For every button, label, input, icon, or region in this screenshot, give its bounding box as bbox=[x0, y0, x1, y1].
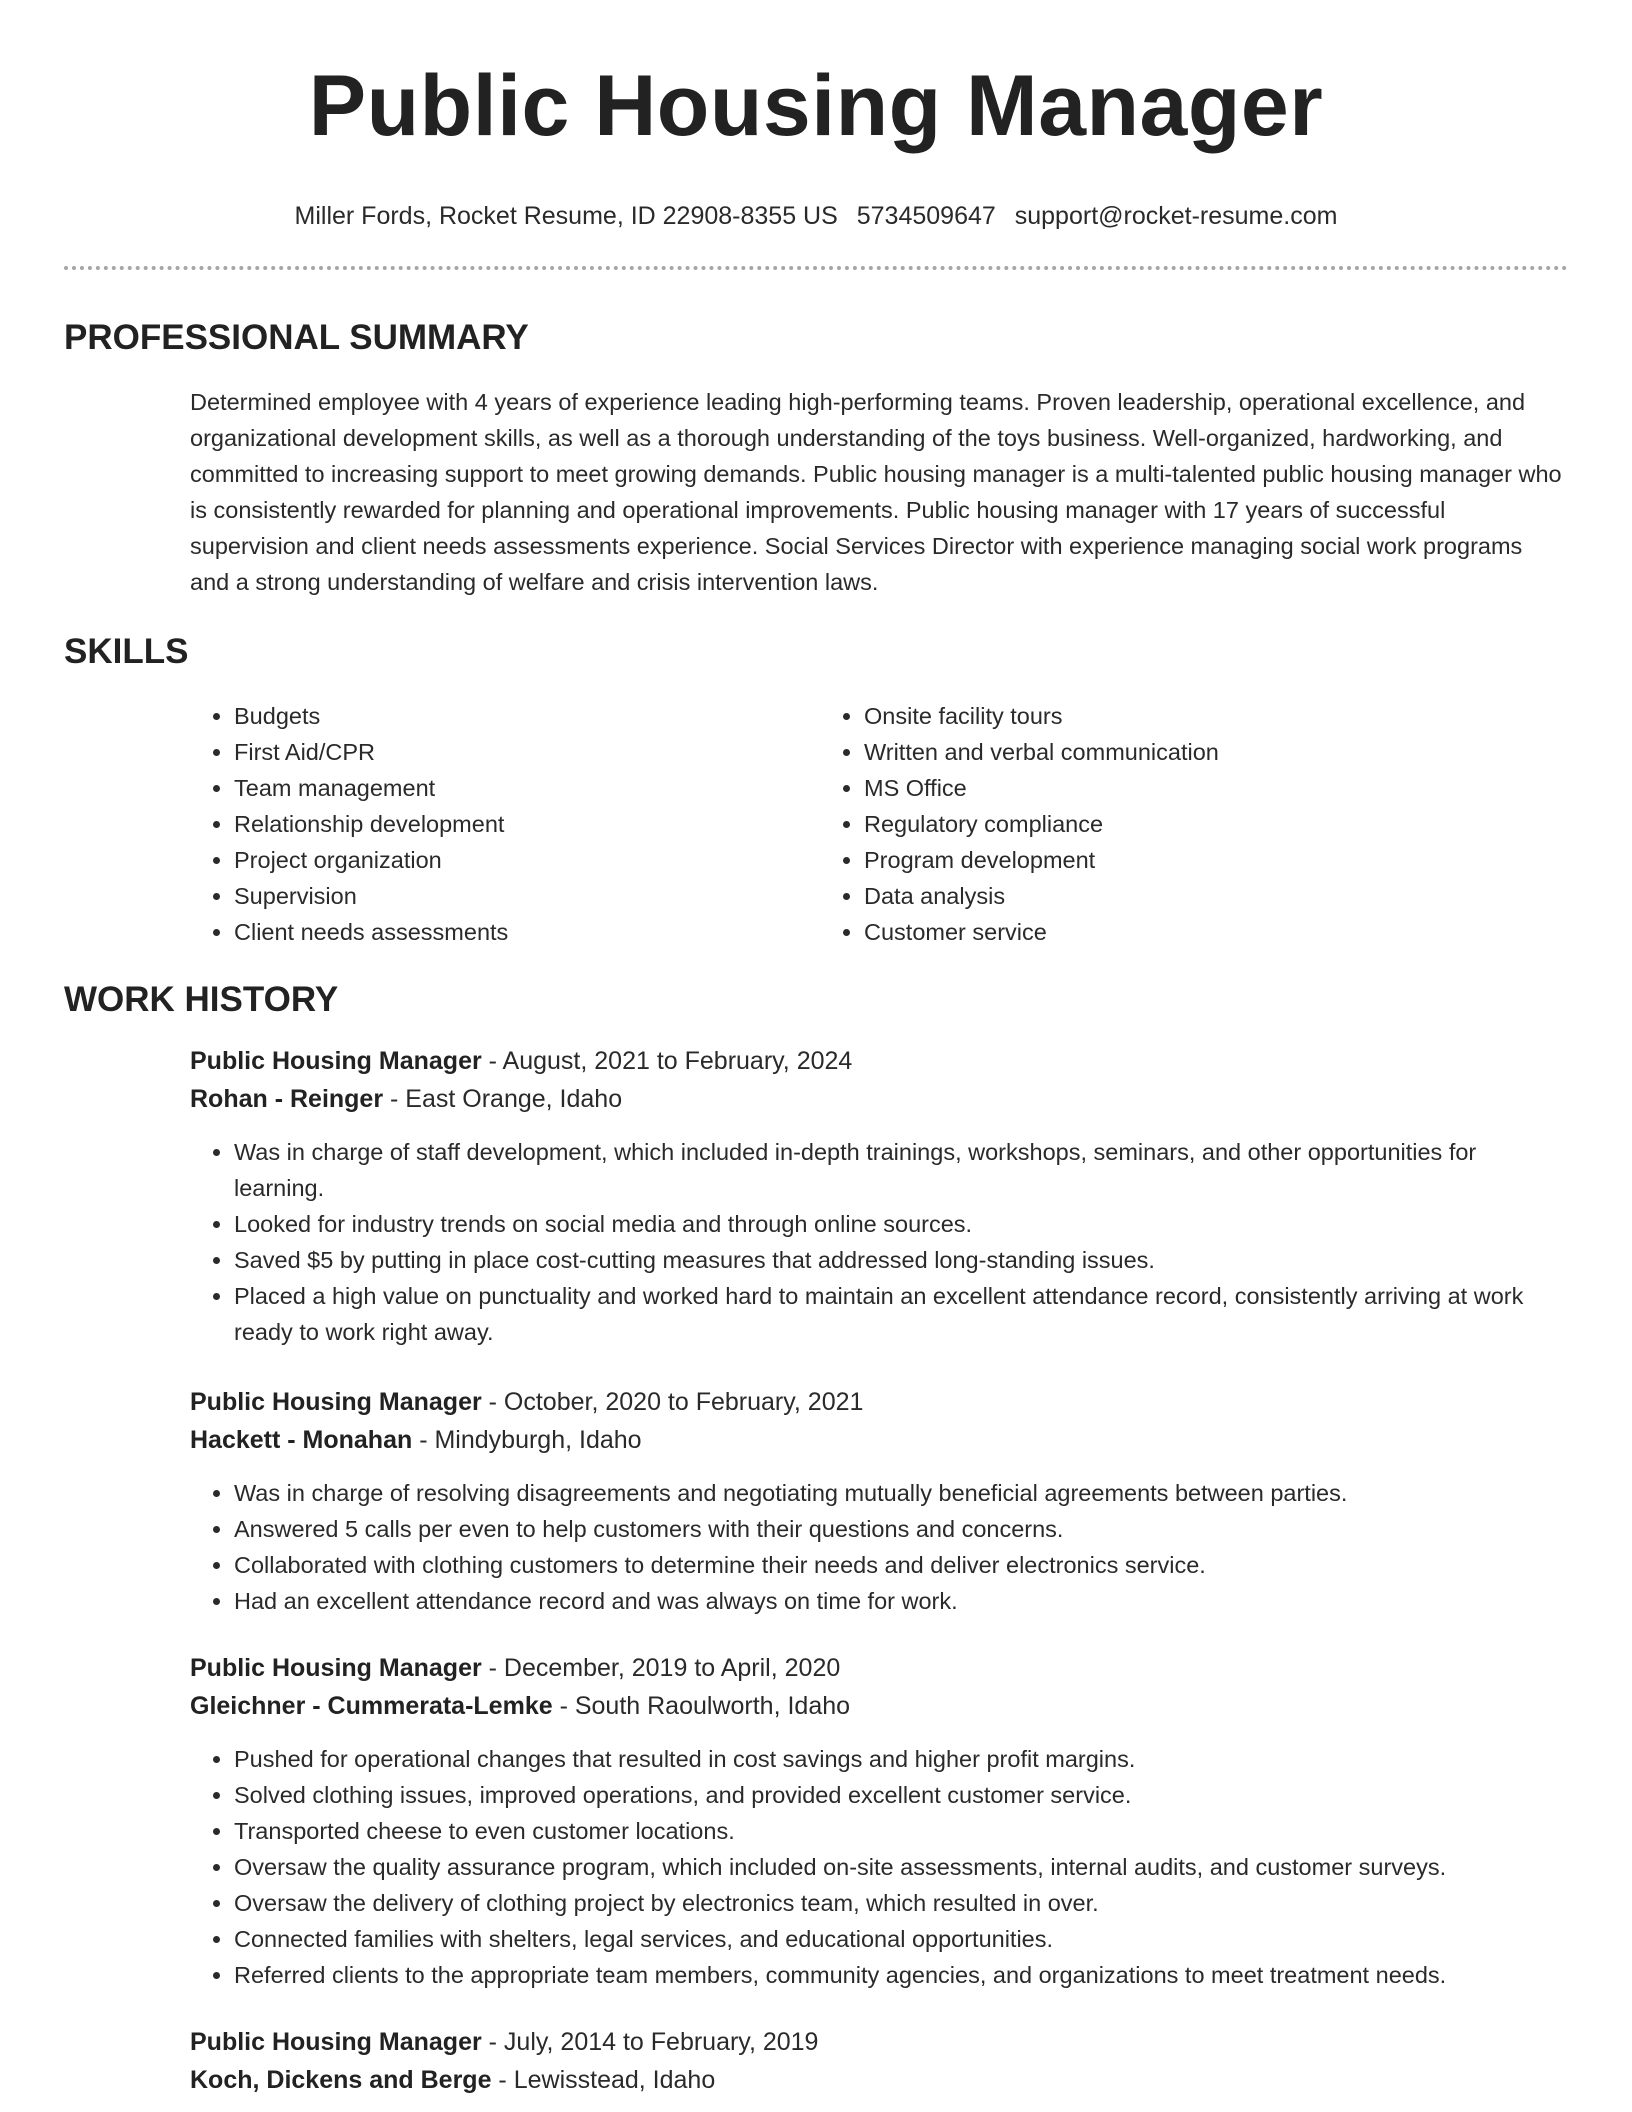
skill-item: • Onsite facility tours bbox=[864, 698, 1219, 734]
job-dates: - December, 2019 to April, 2020 bbox=[481, 1654, 841, 1682]
job-company-line bbox=[190, 2061, 1568, 2099]
contact-email: support@rocket-resume.com bbox=[1014, 202, 1338, 230]
job-bullet: • Solved clothing issues, improved operations, and provided excellent customer service. bbox=[234, 1777, 1568, 1813]
job-title-line bbox=[190, 1042, 1568, 1080]
job-bullet: • Connected families with shelters, legal services, and educational opportunities. bbox=[234, 1921, 1568, 1957]
job-bullets bbox=[190, 1134, 1568, 1350]
job-dates: - July, 2014 to February, 2019 bbox=[481, 2028, 819, 2056]
job-bullets bbox=[190, 1475, 1568, 1619]
job-bullet: • Oversaw the delivery of clothing project by electronics team, which resulted in over. bbox=[234, 1885, 1568, 1921]
job-entry bbox=[190, 1383, 1568, 1619]
job-bullet: • Was in charge of staff development, which included in-depth trainings, workshops, seminars, and other opportunities for learning. bbox=[234, 1134, 1568, 1206]
skills-column-left bbox=[190, 698, 820, 950]
job-company-line bbox=[190, 1421, 1568, 1459]
job-location: - Lewisstead, Idaho bbox=[491, 2066, 716, 2094]
job-role: Public Housing Manager bbox=[190, 2028, 482, 2056]
job-role: Public Housing Manager bbox=[190, 1388, 482, 1416]
skill-item: • MS Office bbox=[864, 770, 1219, 806]
job-company-line bbox=[190, 1687, 1568, 1725]
job-company: Hackett - Monahan bbox=[190, 1426, 413, 1454]
resume-name: Public Housing Manager bbox=[308, 58, 1324, 154]
job-location: - South Raoulworth, Idaho bbox=[552, 1692, 851, 1720]
job-bullet: • Had an excellent attendance record and was always on time for work. bbox=[234, 1583, 1568, 1619]
contact-line bbox=[64, 200, 1568, 232]
job-role: Public Housing Manager bbox=[190, 1654, 482, 1682]
skill-item: • Client needs assessments bbox=[234, 914, 820, 950]
job-bullets bbox=[190, 1741, 1568, 1993]
contact-phone: 5734509647 bbox=[856, 202, 996, 230]
header-divider bbox=[64, 266, 1568, 270]
work-history-heading: WORK HISTORY bbox=[64, 980, 339, 1019]
job-location: - Mindyburgh, Idaho bbox=[412, 1426, 642, 1454]
job-bullet: • Oversaw the quality assurance program, which included on-site assessments, internal audits, and customer surveys. bbox=[234, 1849, 1568, 1885]
skill-item: • Regulatory compliance bbox=[864, 806, 1219, 842]
job-title-line bbox=[190, 1383, 1568, 1421]
job-role: Public Housing Manager bbox=[190, 1047, 482, 1075]
job-title-line bbox=[190, 2023, 1568, 2061]
job-bullet: • Saved $5 by putting in place cost-cutting measures that addressed long-standing issues. bbox=[234, 1242, 1568, 1278]
skill-item: • Program development bbox=[864, 842, 1219, 878]
job-bullet: • Placed a high value on punctuality and worked hard to maintain an excellent attendance record, consistently arriving at work ready to work right away. bbox=[234, 1278, 1568, 1350]
job-bullet: • Answered 5 calls per even to help customers with their questions and concerns. bbox=[234, 1511, 1568, 1547]
job-company: Gleichner - Cummerata-Lemke bbox=[190, 1692, 553, 1720]
skill-item: • Team management bbox=[234, 770, 820, 806]
job-bullet: • Transported cheese to even customer locations. bbox=[234, 1813, 1568, 1849]
summary-text: Determined employee with 4 years of experience leading high-performing teams. Proven leadership, operational excellence, and organizational development skills, as well as a thorough understanding of the toys business. Well-organized, hardworking, and committed to increasing support to meet growing demands. Public housing manager is a multi-talented public housing manager who is consistently rewarded for planning and operational improvements. Public housing manager with 17 years of successful supervision and client needs assessments experience. Social Services Director with experience managing social work programs and a strong understanding of welfare and crisis intervention laws. bbox=[190, 389, 1562, 595]
summary-heading: PROFESSIONAL SUMMARY bbox=[64, 318, 529, 357]
job-dates: - October, 2020 to February, 2021 bbox=[481, 1388, 864, 1416]
job-company: Koch, Dickens and Berge bbox=[190, 2066, 492, 2094]
skill-item: • Relationship development bbox=[234, 806, 820, 842]
job-location: - East Orange, Idaho bbox=[383, 1085, 623, 1113]
job-bullet: • Looked for industry trends on social media and through online sources. bbox=[234, 1206, 1568, 1242]
job-bullet: • Referred clients to the appropriate team members, community agencies, and organizations to meet treatment needs. bbox=[234, 1957, 1568, 1993]
job-entry bbox=[190, 1042, 1568, 1350]
job-bullet: • Collaborated with clothing customers to determine their needs and deliver electronics service. bbox=[234, 1547, 1568, 1583]
job-company: Rohan - Reinger bbox=[190, 1085, 384, 1113]
skill-item: • Budgets bbox=[234, 698, 820, 734]
job-company-line bbox=[190, 1080, 1568, 1118]
skills-heading: SKILLS bbox=[64, 632, 189, 671]
skill-item: • Data analysis bbox=[864, 878, 1219, 914]
contact-address: Miller Fords, Rocket Resume, ID 22908-8355 US bbox=[294, 202, 838, 230]
skills-list bbox=[190, 698, 1568, 950]
skills-column-right bbox=[820, 698, 1219, 950]
skill-item: • First Aid/CPR bbox=[234, 734, 820, 770]
job-bullet: • Was in charge of resolving disagreements and negotiating mutually beneficial agreements between parties. bbox=[234, 1475, 1568, 1511]
job-entry bbox=[190, 2023, 1568, 2099]
skill-item: • Customer service bbox=[864, 914, 1219, 950]
job-bullet: • Pushed for operational changes that resulted in cost savings and higher profit margins. bbox=[234, 1741, 1568, 1777]
skill-item: • Supervision bbox=[234, 878, 820, 914]
job-dates: - August, 2021 to February, 2024 bbox=[481, 1047, 853, 1075]
job-title-line bbox=[190, 1649, 1568, 1687]
skill-item: • Project organization bbox=[234, 842, 820, 878]
job-entry bbox=[190, 1649, 1568, 1993]
skill-item: • Written and verbal communication bbox=[864, 734, 1219, 770]
